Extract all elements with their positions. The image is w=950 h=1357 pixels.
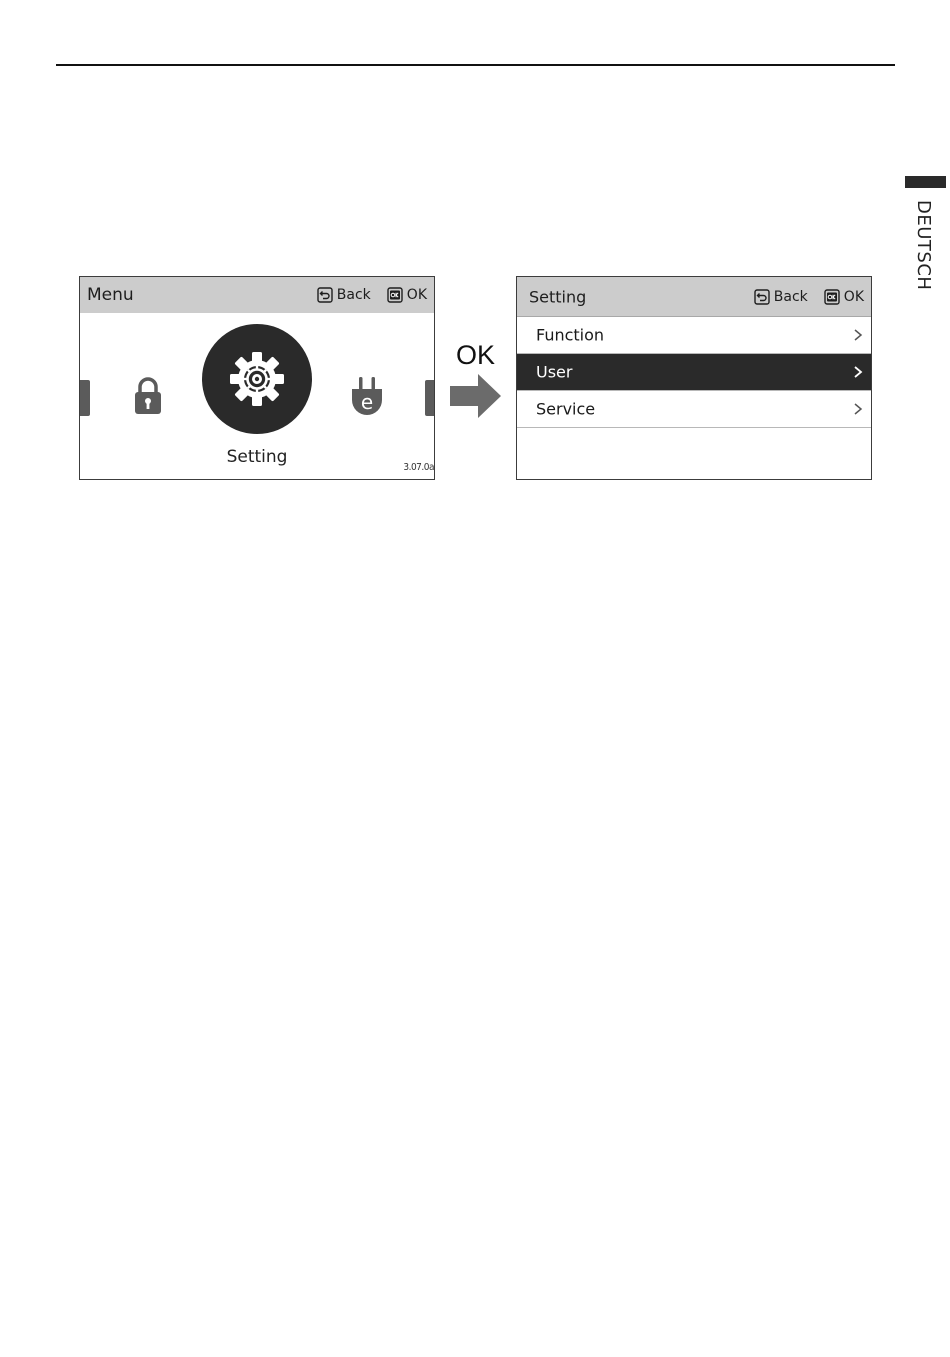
setting-header [517,277,871,317]
plug-icon[interactable] [349,376,385,418]
setting-header-actions [754,289,864,305]
chevron-right-icon [853,328,863,342]
transition-label: OK [456,340,496,370]
menu-header [80,277,434,313]
menu-item-service[interactable] [517,391,871,428]
gear-icon [229,351,285,407]
back-icon[interactable] [754,289,770,305]
setting-screen [516,276,872,480]
menu-title: Menu [87,285,134,305]
menu-item-user[interactable] [517,354,871,391]
menu-item-label: Function [536,325,605,345]
back-label[interactable]: Back [336,287,371,303]
ok-label[interactable]: OK [406,287,427,303]
language-label: DEUTSCH [913,200,934,291]
chevron-right-icon [853,365,863,379]
chevron-right-icon [853,402,863,416]
menu-item-label: Service [536,399,596,419]
lock-icon[interactable] [133,376,163,416]
back-icon[interactable] [317,287,333,303]
setting-title: Setting [529,287,587,306]
language-tab-bar [905,176,946,188]
setting-menu-item[interactable] [202,324,312,434]
menu-item-label: User [536,362,573,382]
language-tab [912,200,934,292]
version-label: 3.07.0a [403,462,434,473]
menu-item-function[interactable] [517,317,871,354]
svg-text:e: e [360,390,374,414]
selected-item-label: Setting [226,447,288,467]
back-label[interactable]: Back [773,288,808,305]
menu-header-actions [317,287,427,303]
next-menu-icon[interactable] [425,380,435,416]
ok-key-icon[interactable] [387,287,403,303]
previous-menu-icon[interactable] [79,380,90,416]
right-arrow-icon [449,374,501,418]
setting-menu-list [517,317,871,428]
ok-label[interactable]: OK [843,288,864,305]
menu-screen [79,276,435,480]
ok-key-icon[interactable] [824,289,840,305]
top-rule [56,64,895,66]
